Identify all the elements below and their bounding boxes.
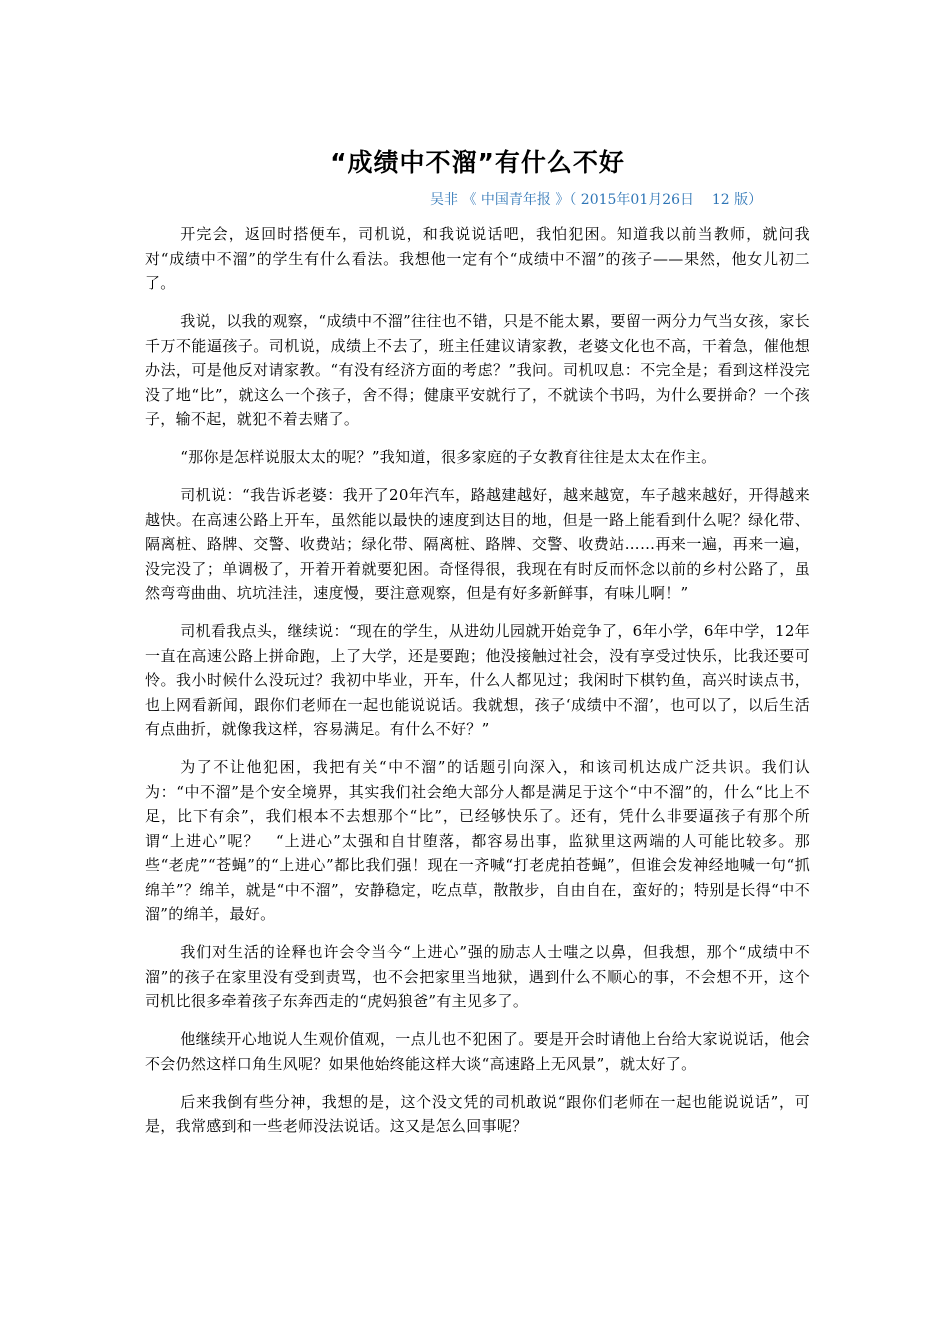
paragraph: 司机看我点头，继续说：“现在的学生，从进幼儿园就开始竞争了，6年小学，6年中学，12年一直在高速公路上拼命跑，上了大学，还是要跑；他没接触过社会，没有享受过快乐，比我还要可怜。我小时候什么没玩过？我初中毕业，开车，什么人都见过；我闲时下棋钓鱼，高兴时读点书，也上网看新闻，跟你们老师在一起也能说说话。我就想，孩子‘成绩中不溜’，也可以了，以后生活有点曲折，就像我这样，容易满足。有什么不好？” — [145, 622, 810, 738]
paragraph: “那你是怎样说服太太的呢？”我知道，很多家庭的子女教育往往是太太在作主。 — [180, 448, 717, 466]
paragraph: 我说，以我的观察，“成绩中不溜”往往也不错，只是不能太累，要留一两分力气当女孩，家长千万不能逼孩子。司机说，成绩上不去了，班主任建议请家教，老婆文化也不高，干着急，催他想办法，可是他反对请家教。“有没有经济方面的考虑？”我问。司机叹息：不完全是；看到这样没完没了地“比”，就这么一个孩子，舍不得；健康平安就行了，不就读个书吗，为什么要拼命？一个孩子，输不起，就犯不着去赌了。 — [145, 312, 810, 428]
paragraph: 我们对生活的诠释也许会令当今“上进心”强的励志人士嗤之以鼻，但我想，那个“成绩中不溜”的孩子在家里没有受到责骂，也不会把家里当地狱，遇到什么不顺心的事，不会想不开，这个司机比很多牵着孩子东奔西走的“虎妈狼爸”有主见多了。 — [145, 943, 810, 1010]
paragraph: 开完会，返回时搭便车，司机说，和我说说话吧，我怕犯困。知道我以前当教师，就问我对“成绩中不溜”的学生有什么看法。我想他一定有个“成绩中不溜”的孩子——果然，他女儿初二了。 — [145, 225, 810, 292]
paragraph: 司机说：“我告诉老婆：我开了20年汽车，路越建越好，越来越宽，车子越来越好，开得越来越快。在高速公路上开车，虽然能以最快的速度到达目的地，但是一路上能看到什么呢？绿化带、隔离桩、路牌、交警、收费站；绿化带、隔离桩、路牌、交警、收费站……再来一遍，再来一遍，没完没了；单调极了，开着开着就要犯困。奇怪得很，我现在有时反而怀念以前的乡村公路了，虽然弯弯曲曲、坑坑洼洼，速度慢，要注意观察，但是有好多新鲜事，有味儿啊！” — [145, 486, 810, 602]
paragraph: 他继续开心地说人生观价值观，一点儿也不犯困了。要是开会时请他上台给大家说说话，他会不会仍然这样口角生风呢？如果他始终能这样大谈“高速路上无风景”，就太好了。 — [145, 1030, 810, 1073]
paragraph: 后来我倒有些分神，我想的是，这个没文凭的司机敢说“跟你们老师在一起也能说说话”，可是，我常感到和一些老师没法说话。这又是怎么回事呢？ — [145, 1092, 810, 1135]
article-byline: 吴非 《 中国青年报 》（ 2015年01月26日 12 版） — [430, 192, 763, 208]
paragraph: 为了不让他犯困，我把有关“中不溜”的话题引向深入，和该司机达成广泛共识。我们认为：“中不溜”是个安全境界，其实我们社会绝大部分人都是满足于这个“中不溜”的，什么“比上不足，比下有余”，我们根本不去想那个“比”，已经够快乐了。还有，凭什么非要逼孩子有那个所谓“上进心”呢？ “上进心”太强和自甘堕落，都容易出事，监狱里这两端的人可能比较多。那些“老虎”“苍蝇”的“上进心”都比我们强！现在一齐喊“打老虎拍苍蝇”，但谁会发神经地喊一句“抓绵羊”？绵羊，就是“中不溜”，安静稳定，吃点草，散散步，自由自在，蛮好的；特别是长得“中不溜”的绵羊，最好。 — [145, 758, 810, 923]
article-title: “成绩中不溜”有什么不好 — [330, 148, 625, 177]
article-body — [145, 222, 810, 1152]
